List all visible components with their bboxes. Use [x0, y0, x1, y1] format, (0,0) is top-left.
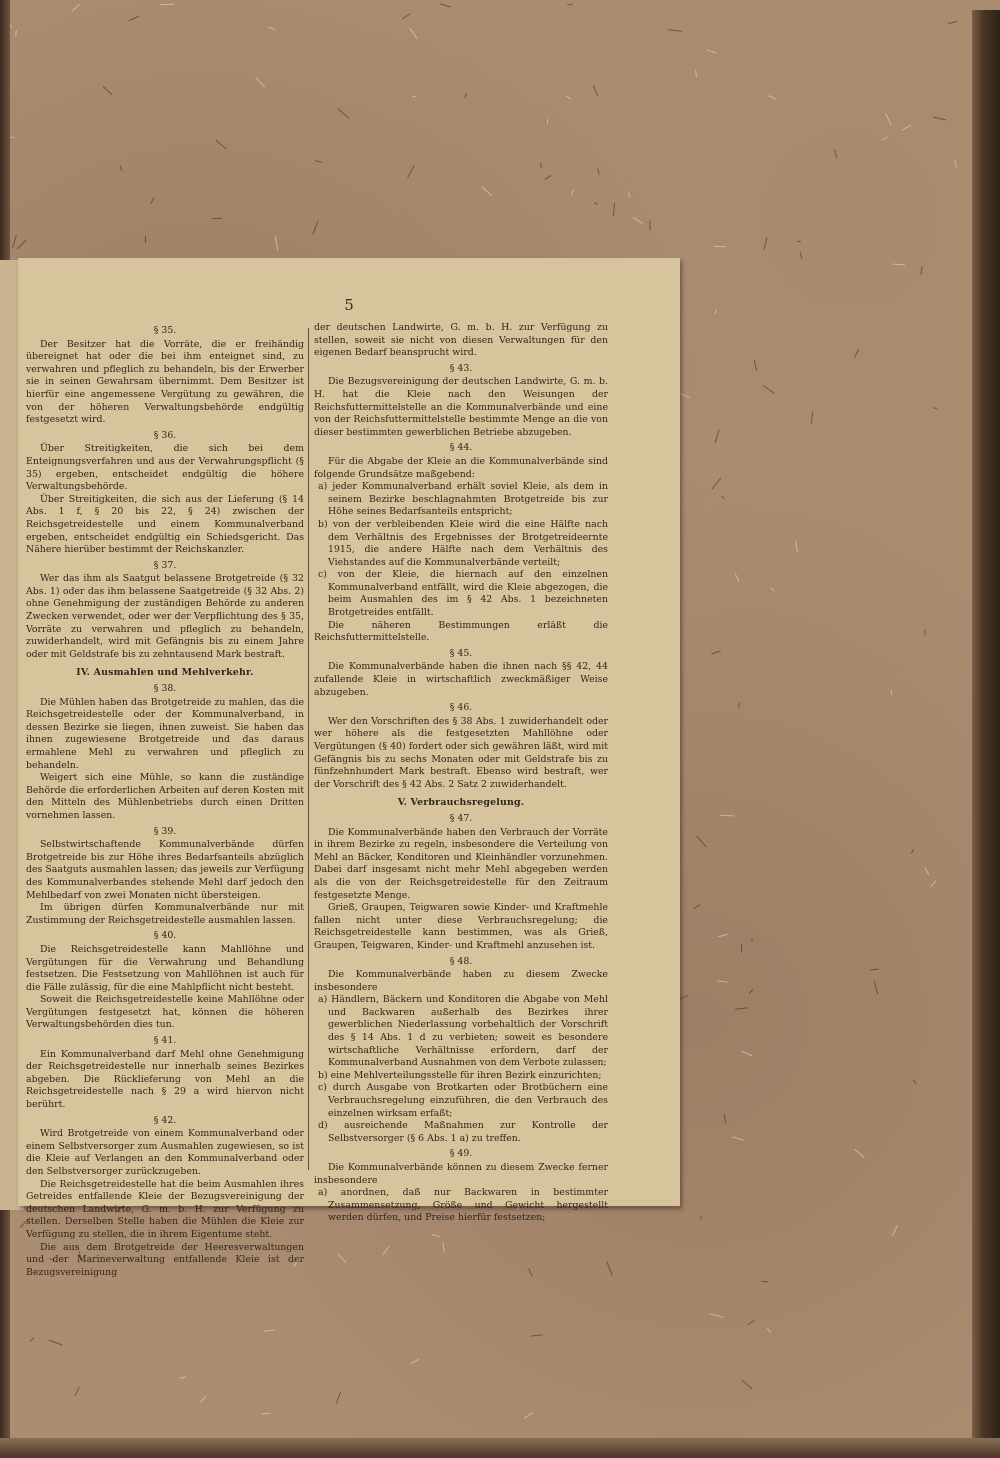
right-column — [314, 322, 608, 1225]
paragraph: Grieß, Graupen, Teigwaren sowie Kinder- und Kraftmehle fallen nicht unter diese Verbrauchsregelung; die Reichsgetreidestelle kann bestimmen, was als Grieß, Graupen, Teigwaren, Kinder- und Kraftmehl anzusehen ist. — [314, 902, 608, 951]
paragraph: Die Mühlen haben das Brotgetreide zu mahlen, das die Reichsgetreidestelle oder der Kommunalverband, in dessen Bezirke sie liegen, ihnen zuweist. Sie haben das ihnen zugewiesene Brotgetreide und das daraus ermahlene Mehl zu verwahren und pfleglich zu behandeln. — [26, 696, 304, 771]
list-item: a) jeder Kommunalverband erhält soviel Kleie, als dem in seinem Bezirke beschlagnahmten Brotgetreide bis zur Höhe seines Bedarfsanteils entspricht; — [318, 481, 608, 518]
paragraph: Der Besitzer hat die Vorräte, die er freihändig übereignet hat oder die bei ihm enteignet sind, zu verwahren und pfleglich zu behandeln, bis der Erwerber sie in seinen Gewahrsam übernimmt. Dem Besitzer ist hierfür eine angemessene Vergütung zu gewähren, die von der höheren Verwaltungsbehörde endgültig festgesetzt wird. — [26, 338, 304, 426]
section-number: § 40. — [153, 930, 177, 942]
paragraph: Die Reichsgetreidestelle kann Mahllöhne und Vergütungen für die Verwahrung und Behandlung festsetzen. Die Festsetzung von Mahllöhnen ist auch für die Fälle zulässig, für die eine Mahlpflicht nicht besteht. — [26, 943, 304, 993]
section-number: § 36. — [153, 429, 177, 441]
section-number: § 35. — [153, 325, 177, 336]
column-divider — [308, 328, 309, 1170]
paragraph: Wird Brotgetreide von einem Kommunalverband oder einem Selbstversorger zum Ausmahlen zugewiesen, so ist die Kleie auf Verlangen an den Kommunalverband oder den Selbstversorger zurückzugeben. — [26, 1128, 304, 1177]
paragraph: Die Reichsgetreidestelle hat die beim Ausmahlen ihres Getreides entfallende Kleie der Bezugsvereinigung der deutschen Landwirte, G. m. b. H. zur Verfügung zu stellen. Derselben Stelle haben die Mühlen die Kleie zur Verfügung zu stellen, die in ihrem Eigentume steht. — [26, 1178, 304, 1240]
paper-fiber — [751, 938, 752, 942]
left-column — [26, 322, 304, 1279]
paragraph: Selbstwirtschaftende Kommunalverbände dürfen Brotgetreide bis zur Höhe ihres Bedarfsanteils abzüglich des Saatguts ausmahlen lassen; das jeweils zur Verfügung des Kommunalverbandes stehende Mehl darf jedoch den Mehlbedarf von zwei Monaten nicht übersteigen. — [26, 839, 304, 901]
section-number: § 44. — [449, 442, 473, 454]
section-number: § 37. — [153, 559, 177, 571]
list-item: c) von der Kleie, die hiernach auf den einzelnen Kommunalverband entfällt, wird die Kleie abgezogen, die beim Ausmahlen des im § 42 Abs. 1 bezeichneten Brotgetreides entfällt. — [318, 569, 608, 619]
list-item: b) von der verbleibenden Kleie wird die eine Hälfte nach dem Verhältnis des Ergebnisses der Brotgetreideernte 1915, die andere Hälfte nach dem Verhältnis des Viehstandes auf die Kommunalverbände verteilt; — [318, 518, 608, 568]
section-heading: V. Verbrauchsregelung. — [397, 797, 525, 809]
paragraph: Die Kommunalverbände haben zu diesem Zwecke insbesondere — [314, 969, 608, 993]
section-heading: IV. Ausmahlen und Mehlverkehr. — [76, 667, 254, 679]
paragraph: Die Bezugsvereinigung der deutschen Landwirte, G. m. b. H. hat die Kleie nach den Weisungen der Reichsfuttermittelstelle an die Kommunalverbände und eine von der Reichsfuttermittelstelle bestimmte Menge an die von dieser bestimmten gewerblichen Betriebe abzugeben. — [314, 376, 608, 438]
book-bottom-edge — [0, 1438, 1000, 1458]
paragraph: Im übrigen dürfen Kommunalverbände nur mit Zustimmung der Reichsgetreidestelle ausmahlen lassen. — [26, 902, 304, 926]
section-number: § 45. — [449, 647, 473, 659]
section-number: § 46. — [449, 702, 473, 714]
list-item: c) durch Ausgabe von Brotkarten oder Brotbüchern eine Verbrauchsregelung einzuführen, die den Verbrauch des einzelnen wirksam erfaßt; — [318, 1082, 608, 1119]
section-number: § 47. — [449, 812, 473, 824]
section-number: § 41. — [153, 1035, 177, 1047]
section-number: § 48. — [449, 955, 473, 967]
paragraph: Wer den Vorschriften des § 38 Abs. 1 zuwiderhandelt oder wer höhere als die festgesetzten Mahllöhne oder Vergütungen (§ 40) fordert oder sich gewähren läßt, wird mit Gefängnis bis zu sechs Monaten oder mit Geldstrafe bis zu fünfzehnhundert Mark bestraft. Ebenso wird bestraft, wer der Vorschrift des § 42 Abs. 2 Satz 2 zuwiderhandelt. — [314, 715, 608, 790]
paragraph: Die Kommunalverbände können zu diesem Zwecke ferner insbesondere — [314, 1162, 608, 1186]
list-item: a) Händlern, Bäckern und Konditoren die Abgabe von Mehl und Backwaren außerhalb des Bezirkes ihrer gewerblichen Niederlassung vorbehaltlich der Vorschrift des § 14 Abs. 1 d zu verbieten; soweit es besondere wirtschaftliche Verhältnisse erfordern, darf der Kommunalverband Ausnahmen von dem Verbote zulassen; — [318, 994, 608, 1069]
paragraph: der deutschen Landwirte, G. m. b. H. zur Verfügung zu stellen, soweit sie nicht von diesen Verwaltungen für den eigenen Bedarf beansprucht wird. — [314, 322, 608, 359]
list-item: a) anordnen, daß nur Backwaren in bestimmter Zusammensetzung, Größe und Gewicht hergestellt werden dürfen, und Preise hierfür festsetzen; — [318, 1187, 608, 1224]
list-item: d) ausreichende Maßnahmen zur Kontrolle der Selbstversorger (§ 6 Abs. 1 a) zu treffen. — [318, 1120, 608, 1144]
list-item: b) eine Mehlverteilungsstelle für ihren Bezirk einzurichten; — [318, 1069, 602, 1081]
section-number: § 39. — [153, 825, 177, 837]
book-right-edge — [972, 10, 1000, 1450]
paragraph: Wer das ihm als Saatgut belassene Brotgetreide (§ 32 Abs. 1) oder das ihm belassene Saatgetreide (§ 32 Abs. 2) ohne Genehmigung der zuständigen Behörde zu anderen Zwecken verwendet, oder wer der Verpflichtung des § 35, Vorräte zu verwahren und pfleglich zu behandeln, zuwiderhandelt, wird mit Gefängnis bis zu einem Jahre oder mit Geldstrafe bis zu zehntausend Mark bestraft. — [26, 573, 304, 660]
paragraph: Soweit die Reichsgetreidestelle keine Mahllöhne oder Vergütungen festgesetzt hat, können die höheren Verwaltungsbehörden dies tun. — [26, 994, 304, 1031]
section-number: § 42. — [153, 1114, 177, 1126]
section-number: § 49. — [449, 1148, 473, 1160]
page-number: 5 — [344, 296, 354, 314]
paragraph: Über Streitigkeiten, die sich aus der Lieferung (§ 14 Abs. 1 f, § 20 bis 22, § 24) zwischen der Reichsgetreidestelle und einem Kommunalverband ergeben, entscheidet endgültig ein Schiedsgericht. Das Nähere hierüber bestimmt der Reichskanzler. — [26, 493, 304, 556]
section-number: § 43. — [449, 362, 473, 374]
paper-fiber — [547, 119, 548, 124]
paragraph: Über Streitigkeiten, die sich bei dem Enteignungsverfahren und aus der Verwahrungspflicht (§ 35) ergeben, entscheidet endgültig die höhere Verwaltungsbehörde. — [26, 443, 304, 493]
paragraph: Für die Abgabe der Kleie an die Kommunalverbände sind folgende Grundsätze maßgebend: — [314, 455, 608, 480]
paragraph: Die Kommunalverbände haben den Verbrauch der Vorräte in ihrem Bezirke zu regeln, insbesondere die Verteilung von Mehl an Bäcker, Konditoren und Kleinhändler vorzunehmen. Dabei darf insgesamt nicht mehr Mehl abgegeben werden als die von der Reichsgetreidestelle für den Zeitraum festgesetzte Menge. — [314, 826, 608, 901]
section-number: § 38. — [153, 683, 177, 695]
paragraph: Die aus dem Brotgetreide der Heeresverwaltungen und der Marineverwaltung entfallende Kleie ist der Bezugsvereinigung — [26, 1241, 304, 1278]
paragraph: Die näheren Bestimmungen erläßt die Reichsfuttermittelstelle. — [314, 619, 608, 644]
paragraph: Weigert sich eine Mühle, so kann die zuständige Behörde die erforderlichen Arbeiten auf deren Kosten mit den Mitteln des Mühlenbetriebs durch einen Dritten vornehmen lassen. — [26, 772, 304, 821]
paragraph: Ein Kommunalverband darf Mehl ohne Genehmigung der Reichsgetreidestelle nur innerhalb seines Bezirkes abgeben. Die Rücklieferung von Mehl an die Reichsgetreidestelle nach § 29 a wird hiervon nicht berührt. — [26, 1048, 304, 1111]
paragraph: Die Kommunalverbände haben die ihnen nach §§ 42, 44 zufallende Kleie in wirtschaftlich zweckmäßiger Weise abzugeben. — [314, 661, 608, 698]
document-page — [18, 258, 680, 1278]
